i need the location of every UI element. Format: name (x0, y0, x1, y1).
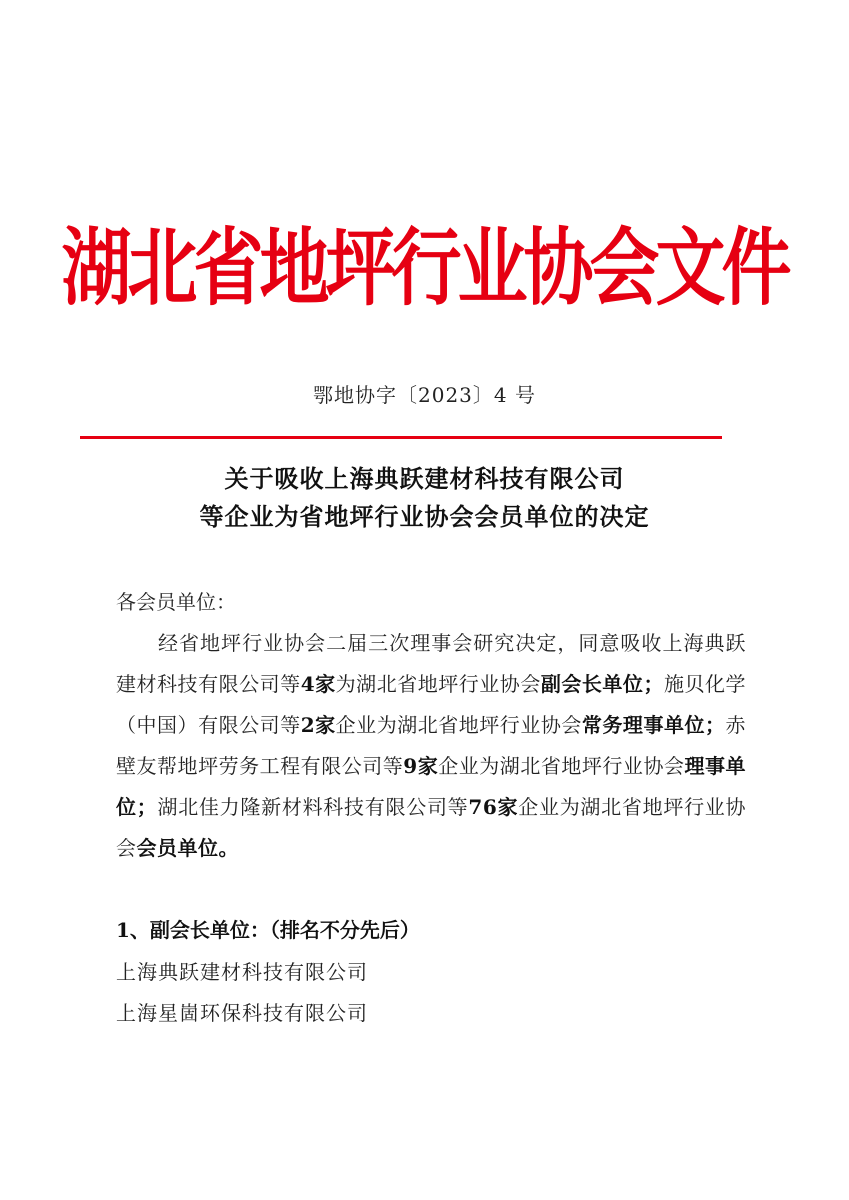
company-list-item: 上海典跃建材科技有限公司 (116, 960, 368, 984)
body-text-7: 赤壁友帮地坪劳务工程有限公司等 (116, 713, 747, 778)
body-text-6: 企业为湖北省地坪行业协会 (335, 713, 582, 737)
document-title-line-2: 等企业为省地坪行业协会会员单位的决定 (199, 503, 650, 531)
unit-word-3: 家 (417, 754, 439, 778)
document-number: 鄂地协字〔2023〕4 号 (313, 383, 536, 407)
count-executive-director: 2 (300, 713, 316, 737)
body-paragraph (116, 623, 746, 869)
salutation: 各会员单位： (116, 590, 236, 614)
unit-word-1: 家 (315, 672, 336, 696)
count-member: 76 (468, 795, 498, 819)
body-text-10: 湖北佳力隆新材料科技有限公司等 (157, 795, 469, 819)
company-list-item: 上海星崮环保科技有限公司 (116, 1001, 368, 1025)
body-text-4: 施贝化学（中国）有限公司等 (116, 672, 747, 737)
body-text-1: 经省地坪行业协会二届三次理事会研究决定，同意吸收上海典跃建材科技有限公司等 (116, 631, 746, 696)
body-text-9: 企业为湖北省地坪行业协会 (438, 754, 685, 778)
count-director: 9 (403, 754, 418, 778)
body-text-12: 企业为湖北省地坪行业协会 (116, 795, 747, 860)
rank-director: 理事单位； (116, 754, 747, 819)
masthead-title: 湖北省地坪行业协会文件 (61, 218, 788, 318)
rank-executive-director: 常务理事单位； (581, 713, 726, 737)
document-title-line-1: 关于吸收上海典跃建材科技有限公司 (224, 465, 625, 493)
unit-word-2: 家 (315, 713, 336, 737)
rank-member: 会员单位。 (136, 836, 239, 860)
red-divider-rule (80, 436, 722, 439)
body-text-3: 为湖北省地坪行业协会 (335, 672, 541, 696)
document-title (0, 460, 849, 536)
unit-word-4: 家 (497, 795, 519, 819)
section-heading-vice-president: 1、副会长单位：（排名不分先后） (116, 918, 420, 942)
rank-vice-president: 副会长单位； (540, 672, 664, 696)
count-vice-president: 4 (300, 672, 316, 696)
